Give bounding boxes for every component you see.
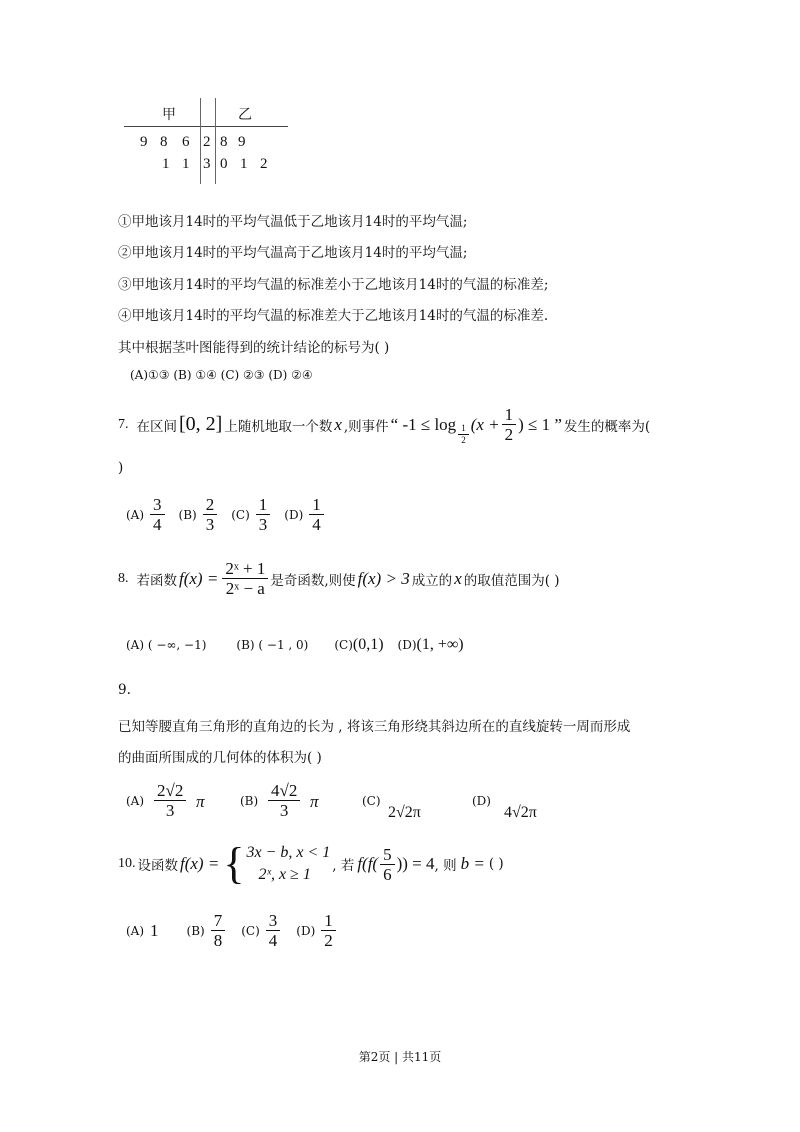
q8-text-b: 是奇函数,则使 [270, 572, 356, 589]
stem-leaf-plot [120, 98, 290, 186]
q9-line-2: 的曲面所围成的几何体的体积为( ) [118, 750, 322, 766]
q7-options [126, 496, 324, 533]
q10-number: 10. [118, 856, 136, 871]
stem-value: 2 [203, 134, 211, 150]
q7-interval: [0, 2] [179, 413, 223, 435]
q10-option-c-value: $\frac{3}{4}$ [266, 912, 281, 949]
q10-cond-fraction: $\frac{5}{6}$ [380, 846, 395, 883]
q10-text-c: , 则 [434, 858, 457, 874]
q7-option-a-label: (A) [126, 507, 145, 522]
stem-leaf-header-left: 甲 [162, 107, 176, 123]
q10-option-a-value: 1 [150, 920, 159, 940]
q6-statement-1: ①甲地该月14时的平均气温低于乙地该月14时的平均气温; [118, 214, 468, 230]
q6-options: (A)①③ (B) ①④ (C) ②③ (D) ②④ [130, 368, 313, 382]
q7-option-c-label: (C) [231, 507, 250, 522]
q7-text-e: ) [118, 460, 124, 476]
q9-option-a-pi: π [196, 792, 205, 811]
stem-leaf-divider-left [200, 98, 201, 184]
q8-number: 8. [118, 570, 129, 586]
q10-text-b: , 若 [332, 858, 355, 874]
q8-option-a: (A) ( −∞, −1) [126, 638, 207, 652]
q10-option-b-label: (B) [186, 923, 205, 938]
q8-option-b: (B) ( −1 , 0) [236, 638, 309, 652]
q8-question [118, 560, 560, 597]
q10-option-d-value: $\frac{1}{2}$ [321, 912, 336, 949]
q9-option-b-pi: π [310, 792, 319, 811]
q9-line-1: 已知等腰直角三角形的直角边的长为 , 将该三角形绕其斜边所在的直线旋转一周而形成 [118, 719, 631, 735]
leaf-left: 9 [140, 134, 148, 150]
q8-option-c: (0,1) [352, 636, 384, 653]
q10-option-c-label: (C) [241, 923, 260, 938]
leaf-right: 1 [240, 156, 248, 172]
q9-option-a-value: $\frac{2√2}{3}$ [154, 782, 186, 819]
q10-option-b-value: $\frac{7}{8}$ [211, 912, 226, 949]
q8-options [126, 636, 464, 654]
q9-options [126, 782, 566, 832]
leaf-right: 8 [220, 134, 228, 150]
q8-text-d: 的取值范围为( ) [463, 572, 560, 589]
q8-fraction: $\frac{\text{2ˣ + 1}}{\text{2ˣ − a}}$ [222, 560, 268, 597]
q9-option-d-label: (D) [472, 794, 491, 808]
q10-cond-b: )) = 4 [396, 854, 435, 873]
q8-cond: f(x) > 3 [357, 568, 410, 588]
q7-log-base: $\frac{1}{2}$ [458, 424, 469, 445]
leaf-left: 1 [162, 156, 170, 172]
q8-fx: f(x) = [179, 568, 219, 588]
q10-options [126, 912, 336, 949]
stem-leaf-divider-right [215, 98, 216, 184]
q10-brace: { [223, 839, 245, 888]
q10-text-a: 设函数 [137, 858, 178, 874]
q9-number: 9. [118, 682, 131, 698]
leaf-right: 9 [238, 134, 246, 150]
q10-option-a-label: (A) [126, 923, 145, 938]
leaf-left: 8 [160, 134, 168, 150]
q10-cases [246, 842, 330, 885]
leaf-right: 0 [220, 156, 228, 172]
q7-text-a: 在区间 [136, 418, 177, 435]
leaf-left: 6 [182, 134, 190, 150]
q7-text-b: 上随机地取一个数 [224, 418, 333, 435]
q7-question [118, 404, 650, 445]
q9-option-c-value: 2√2π [388, 804, 421, 821]
q10-option-d-label: (D) [296, 923, 316, 938]
q8-option-d-label: (D) [397, 638, 417, 652]
q7-option-a-value: $\frac{3}{4}$ [150, 496, 165, 533]
q9-option-a-label: (A) [126, 794, 145, 808]
q7-option-d-label: (D) [284, 507, 304, 522]
stem-value: 3 [203, 156, 211, 172]
q6-prompt: 其中根据茎叶图能得到的统计结论的标号为( ) [118, 340, 390, 356]
q9-option-d-value: 4√2π [504, 804, 537, 821]
q8-text-c: 成立的 [411, 572, 453, 589]
q8-option-d: (1, +∞) [416, 636, 464, 653]
q7-event-open: “ -1 ≤ log [390, 414, 457, 434]
q10-case-1: 3x − b, x < 1 [246, 844, 331, 862]
leaf-left: 1 [182, 156, 190, 172]
q10-cond-a: f(f( [357, 854, 379, 873]
q10-question [118, 839, 504, 888]
q6-statement-2: ②甲地该月14时的平均气温高于乙地该月14时的平均气温; [118, 245, 468, 261]
q7-text-d: 发生的概率为( [563, 418, 651, 435]
q7-number: 7. [118, 416, 129, 432]
leaf-right: 2 [260, 156, 268, 172]
stem-leaf-header-right: 乙 [238, 107, 252, 123]
q7-var: x [334, 414, 342, 434]
q7-option-c-value: $\frac{1}{3}$ [256, 496, 271, 533]
q9-option-b-label: (B) [240, 794, 259, 808]
q10-b-eq: b = [460, 854, 485, 873]
q10-case-2: 2ˣ, x ≥ 1 [258, 866, 311, 883]
q6-statement-3: ③甲地该月14时的平均气温的标准差小于乙地该月14时的气温的标准差; [118, 277, 549, 293]
q9-option-c-label: (C) [362, 794, 381, 808]
q8-var: x [454, 568, 462, 588]
q7-option-d-value: $\frac{1}{4}$ [309, 496, 324, 533]
q9-option-b-value: $\frac{4√2}{3}$ [268, 782, 300, 819]
q7-event-close: ) ≤ 1 ” [518, 414, 562, 434]
q7-event-arg: (x + [470, 414, 500, 434]
page-footer: 第2页 | 共11页 [358, 1050, 442, 1064]
q7-half-fraction: $\frac{1}{2}$ [502, 406, 517, 443]
q8-option-c-label: (C) [334, 638, 353, 652]
q10-fx: f(x) = [180, 854, 220, 873]
stem-leaf-header-rule [124, 126, 288, 127]
q7-option-b-label: (B) [178, 507, 197, 522]
q7-option-b-value: $\frac{2}{3}$ [203, 496, 218, 533]
q10-text-d: ( ) [488, 856, 504, 872]
q7-text-c: ,则事件 [343, 418, 389, 435]
q6-statement-4: ④甲地该月14时的平均气温的标准差大于乙地该月14时的气温的标准差. [118, 308, 549, 324]
q8-text-a: 若函数 [136, 572, 177, 589]
